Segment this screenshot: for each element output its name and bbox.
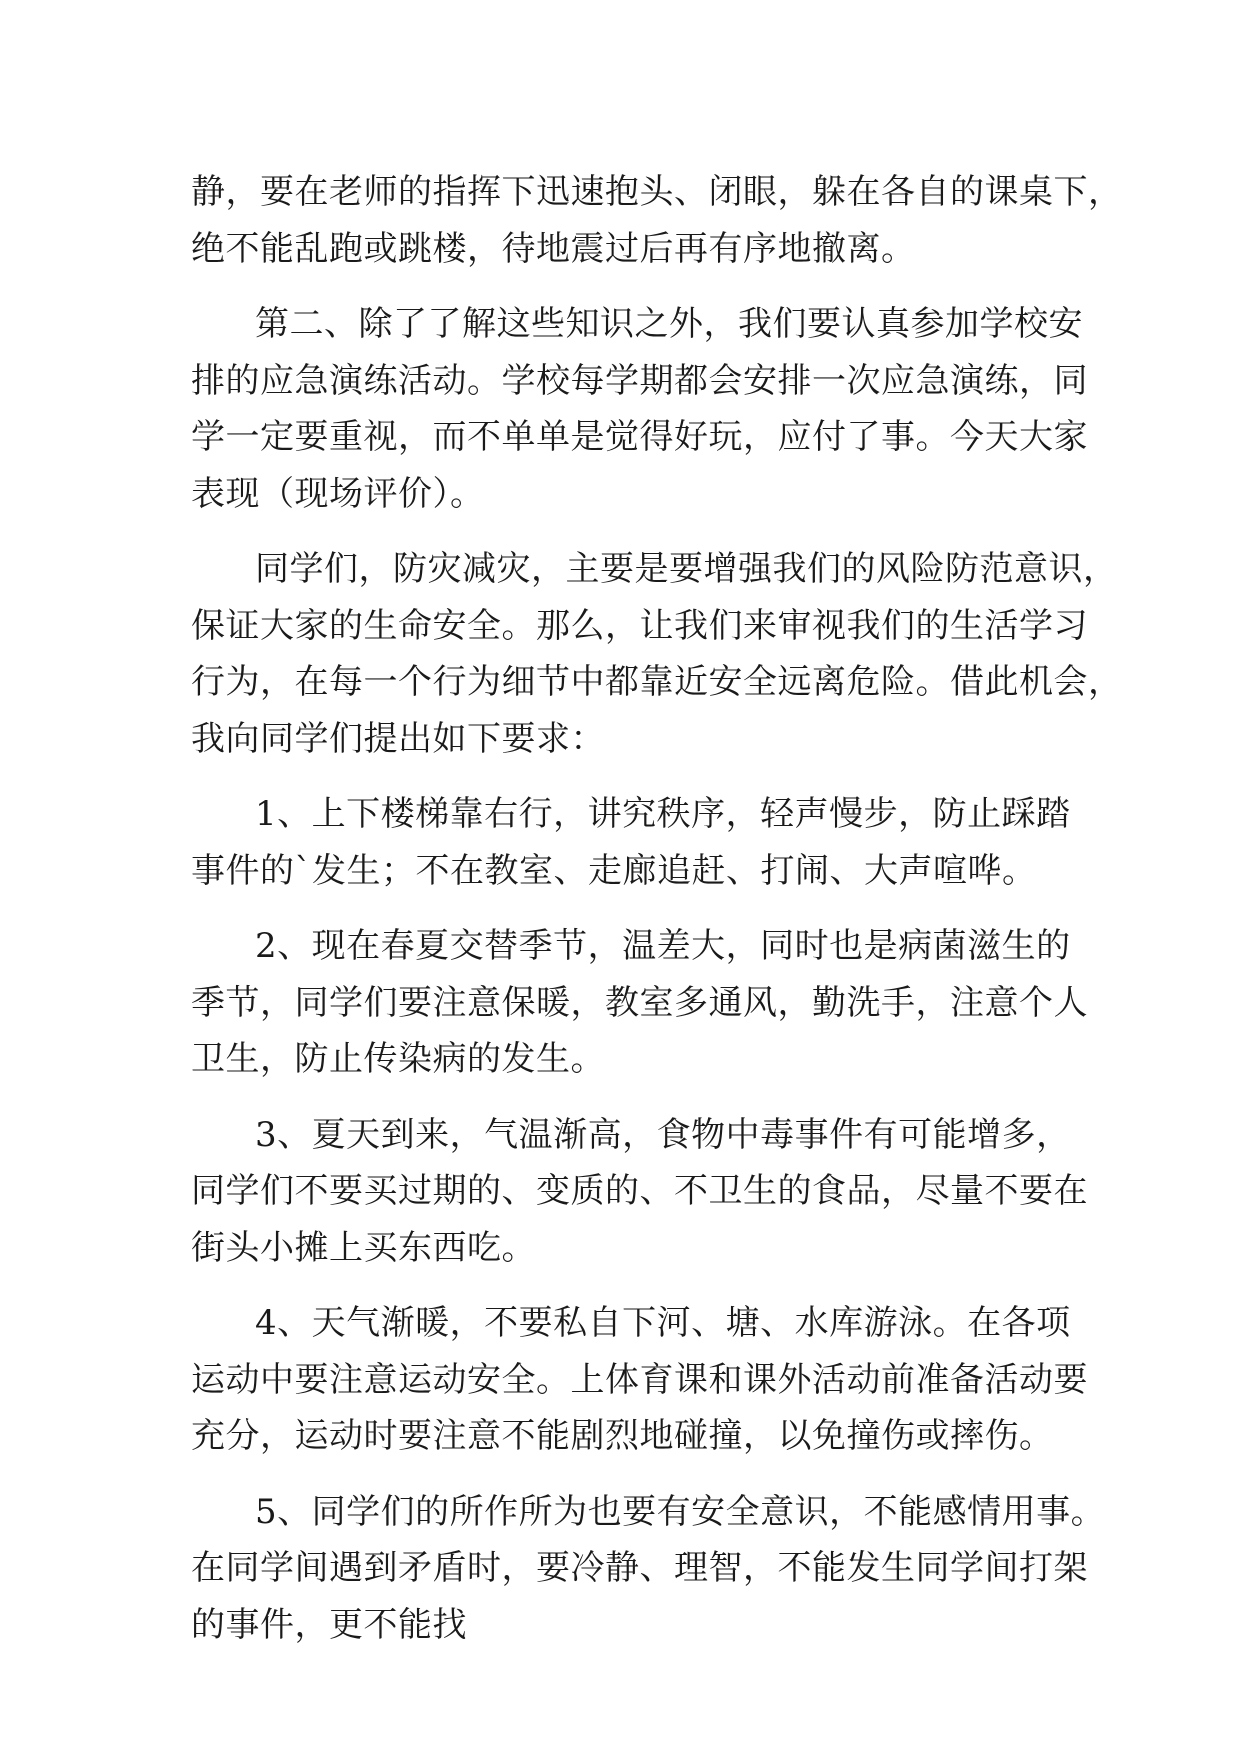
text-line: 表现（现场评价）。	[191, 473, 485, 514]
text-line: 运动中要注意运动安全。上体育课和课外活动前准备活动要	[191, 1359, 1088, 1400]
text-line: 街头小摊上买东西吃。	[191, 1227, 536, 1268]
text-line: 充分，运动时要注意不能剧烈地碰撞，以免撞伤或摔伤。	[191, 1416, 1054, 1456]
paragraph-gap	[191, 899, 1071, 918]
paragraph-gap	[191, 1088, 1071, 1107]
text-line: 排的应急演练活动。学校每学期都会安排一次应急演练，同	[191, 360, 1088, 401]
text-line: 3、夏天到来，气温渐高，食物中毒事件有可能增多，	[255, 1114, 1071, 1155]
paragraph-gap	[191, 522, 1071, 541]
text-line: 卫生，防止传染病的发生。	[191, 1039, 605, 1079]
text-line: 2、现在春夏交替季节，温差大，同时也是病菌滋生的	[255, 926, 1071, 966]
text-line: 5、同学们的所作所为也要有安全意识，不能感情用事。	[255, 1491, 1106, 1532]
text-line: 静，要在老师的指挥下迅速抱头、闭眼，躲在各自的课桌下，	[191, 172, 1123, 212]
text-line: 同学们不要买过期的、变质的、不卫生的食品，尽量不要在	[191, 1171, 1088, 1211]
paragraph	[191, 786, 1071, 899]
text-line: 事件的`发生；不在教室、走廊追赶、打闹、大声喧哗。	[191, 850, 1037, 891]
text-line: 在同学间遇到矛盾时，要冷静、理智，不能发生同学间打架	[191, 1548, 1088, 1588]
text-line: 我向同学们提出如下要求：	[191, 718, 605, 759]
paragraph-gap	[191, 767, 1071, 786]
paragraph	[191, 1295, 1088, 1465]
text-line: 第二、除了了解这些知识之外，我们要认真参加学校安	[255, 304, 1083, 344]
paragraph-gap	[191, 277, 1071, 296]
text-line: 同学们，防灾减灾，主要是要增强我们的风险防范意识，	[255, 549, 1118, 589]
paragraph-gap	[191, 1465, 1071, 1484]
document-body	[191, 164, 1123, 1653]
paragraph	[191, 1107, 1088, 1277]
paragraph	[191, 918, 1088, 1088]
text-line: 学一定要重视，而不单单是觉得好玩，应付了事。今天大家	[191, 417, 1088, 457]
paragraph	[191, 164, 1123, 277]
paragraph	[191, 1484, 1106, 1654]
text-line: 行为，在每一个行为细节中都靠近安全远离危险。借此机会，	[191, 662, 1123, 702]
text-line: 4、天气渐暖，不要私自下河、塘、水库游泳。在各项	[255, 1303, 1071, 1343]
text-line: 绝不能乱跑或跳楼，待地震过后再有序地撤离。	[191, 228, 916, 269]
paragraph	[191, 541, 1123, 767]
text-line: 1、上下楼梯靠右行，讲究秩序，轻声慢步，防止踩踏	[255, 794, 1071, 834]
text-line: 的事件，更不能找	[191, 1604, 467, 1645]
text-line: 保证大家的生命安全。那么，让我们来审视我们的生活学习	[191, 605, 1088, 646]
paragraph	[191, 296, 1088, 522]
text-line: 季节，同学们要注意保暖，教室多通风，勤洗手，注意个人	[191, 982, 1088, 1023]
paragraph-gap	[191, 1276, 1071, 1295]
